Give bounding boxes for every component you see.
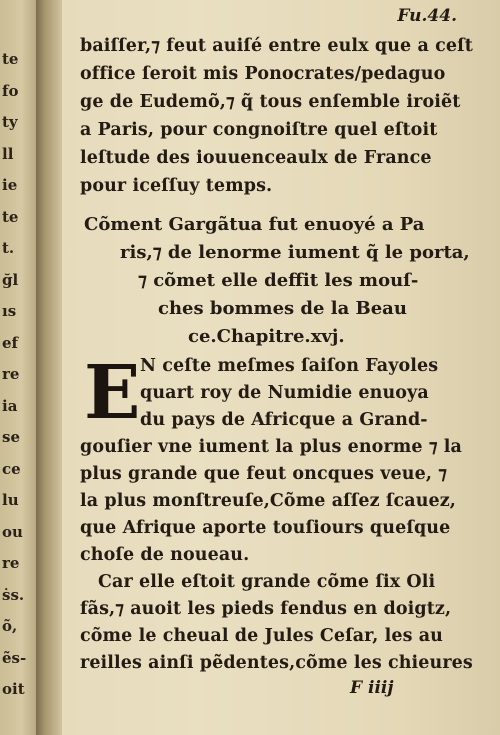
drop-cap: E bbox=[84, 350, 141, 436]
facing-page-edge bbox=[0, 0, 36, 735]
facing-page-fragment: õ, bbox=[2, 617, 18, 635]
text-line: choſe de noueau. bbox=[80, 545, 250, 565]
text-line: N ceſte meſmes ſaiſon Fayoles bbox=[140, 356, 439, 376]
facing-page-fragment: lu bbox=[2, 491, 19, 509]
facing-page-fragment: te bbox=[2, 50, 19, 68]
facing-page-fragment: oit bbox=[2, 680, 25, 698]
facing-page-fragment: ie bbox=[2, 176, 18, 194]
text-line: la plus monſtreuſe,Cõme aſſez ſcauez, bbox=[80, 491, 457, 511]
heading-line: ce.Chapitre.xvj. bbox=[188, 326, 345, 347]
text-line: a Paris, pour congnoiſtre quel eſtoit bbox=[80, 120, 438, 140]
text-line: reilles ainſi pẽdentes,cõme les chieures bbox=[80, 653, 473, 673]
facing-page-fragment: ef bbox=[2, 333, 18, 352]
facing-page-fragment: fo bbox=[2, 81, 19, 100]
facing-page-fragment: ẽs- bbox=[2, 648, 27, 667]
facing-page-fragment: se bbox=[2, 428, 20, 446]
signature-mark: F iiij bbox=[350, 678, 394, 698]
heading-line: ris,⁊ de lenorme iument q̃ le porta, bbox=[120, 242, 470, 263]
facing-page-fragment: ll bbox=[2, 144, 14, 163]
facing-page-fragment: ıs bbox=[2, 302, 17, 320]
text-line: leſtude des iouuenceaulx de France bbox=[80, 148, 432, 168]
text-block bbox=[80, 0, 485, 735]
facing-page-fragment: t. bbox=[2, 239, 15, 257]
text-line: gouſier vne iument la plus enorme ⁊ la bbox=[80, 437, 462, 457]
text-line: que Afrique aporte touſiours queſque bbox=[80, 518, 451, 538]
text-line: quart roy de Numidie enuoya bbox=[140, 383, 429, 403]
text-line: du pays de Africque a Grand- bbox=[140, 410, 428, 430]
text-line: baiſſer,⁊ feut auiſé entre eulx que a ceſt bbox=[80, 36, 473, 56]
facing-page-fragment: re bbox=[2, 365, 20, 383]
heading-line: ⁊ cõmet elle deffit les mouſ- bbox=[138, 270, 419, 291]
facing-page-fragment: ou bbox=[2, 522, 23, 541]
facing-page-fragment: ṡs. bbox=[2, 585, 25, 604]
heading-line: Cõment Gargãtua fut enuoyé a Pa bbox=[84, 214, 425, 235]
facing-page-fragment: ia bbox=[2, 396, 18, 415]
facing-page-fragment: ğl bbox=[2, 270, 19, 289]
text-line: plus grande que feut oncques veue, ⁊ bbox=[80, 464, 448, 484]
text-line: office ſeroit mis Ponocrates/pedaguo bbox=[80, 64, 446, 84]
text-line: ge de Eudemõ,⁊ q̃ tous enſemble iroiẽt bbox=[80, 92, 461, 112]
book-gutter bbox=[36, 0, 62, 735]
folio-number: Fu.44. bbox=[397, 6, 457, 26]
facing-page-fragment: te bbox=[2, 207, 19, 226]
facing-page-fragment: ce bbox=[2, 459, 21, 478]
facing-page-fragment: re bbox=[2, 554, 20, 572]
text-line: cõme le cheual de Jules Ceſar, les au bbox=[80, 626, 444, 646]
text-line: fãs,⁊ auoit les pieds fendus en doigtz, bbox=[80, 599, 452, 619]
facing-page-fragment: ty bbox=[2, 113, 18, 131]
heading-line: ches bommes de la Beau bbox=[158, 298, 407, 319]
text-line: Car elle eſtoit grande cõme ſix Oli bbox=[98, 572, 436, 592]
text-line: pour iceſſuy temps. bbox=[80, 176, 273, 196]
